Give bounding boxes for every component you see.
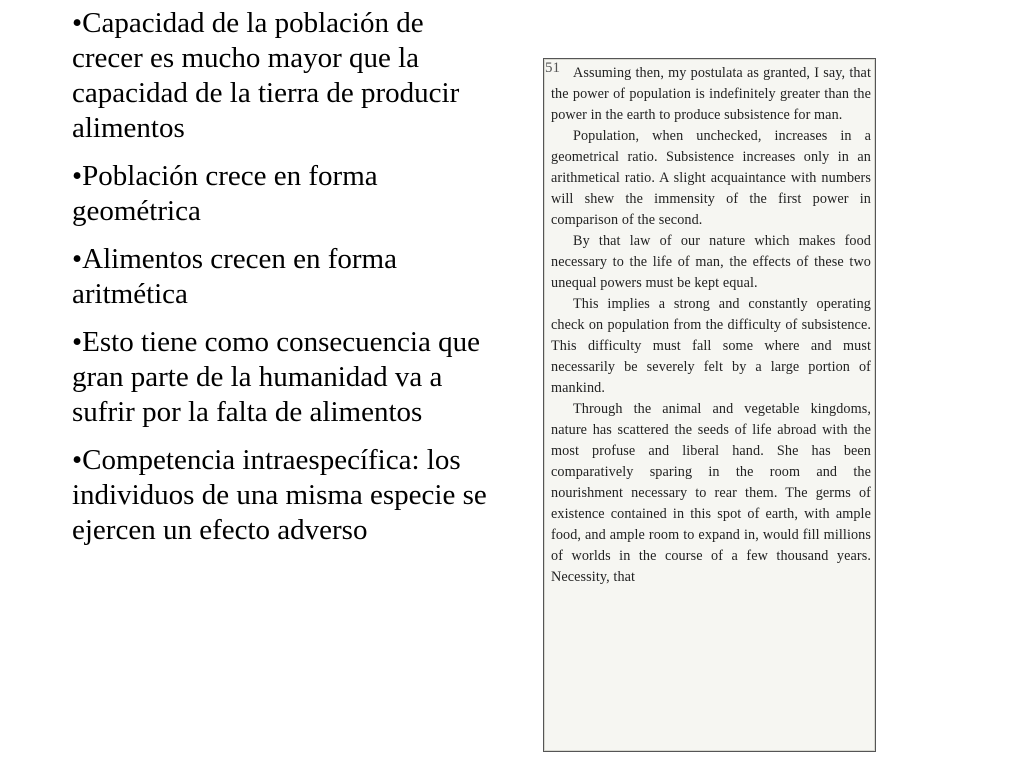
bullet-intraspecific-competition: •Competencia intraespecífica: los individuos de una misma especie se ejercen un efecto adverso bbox=[72, 444, 487, 546]
excerpt-page-number: 51 bbox=[545, 60, 560, 76]
malthus-excerpt-image bbox=[543, 58, 876, 752]
excerpt-paragraph: By that law of our nature which makes food necessary to the life of man, the effects of these two unequal powers must be kept equal. bbox=[551, 233, 871, 291]
excerpt-paragraph: This implies a strong and constantly operating check on population from the difficulty of subsistence. This difficulty must fall some where and must necessarily be severely felt by a large portion of mankind. bbox=[551, 296, 871, 396]
bullet-list bbox=[72, 6, 492, 561]
excerpt-paragraph: Assuming then, my postulata as granted, I say, that the power of population is indefinitely greater than the power in the earth to produce subsistence for man. bbox=[551, 65, 871, 123]
excerpt-paragraph: Population, when unchecked, increases in a geometrical ratio. Subsistence increases only in an arithmetical ratio. A slight acquaintance with numbers will shew the immensity of the first power in comparison of the second. bbox=[551, 128, 871, 228]
bullet-consequence: •Esto tiene como consecuencia que gran parte de la humanidad va a sufrir por la falta de alimentos bbox=[72, 326, 480, 428]
excerpt-paragraph: Through the animal and vegetable kingdoms, nature has scattered the seeds of life abroad with the most profuse and liberal hand. She has been comparatively sparing in the room and the nourishment necessary to rear them. The germs of existence contained in this spot of earth, with ample food, and ample room to expand in, would fill millions of worlds in the course of a few thousand years. Necessity, that bbox=[551, 401, 871, 585]
bullet-population-capacity: •Capacidad de la población de crecer es mucho mayor que la capacidad de la tierra de producir alimentos bbox=[72, 7, 460, 144]
bullet-food-arithmetic: •Alimentos crecen en forma aritmética bbox=[72, 243, 397, 310]
bullet-population-geometric: •Población crece en forma geométrica bbox=[72, 160, 378, 227]
excerpt-text bbox=[551, 63, 871, 588]
